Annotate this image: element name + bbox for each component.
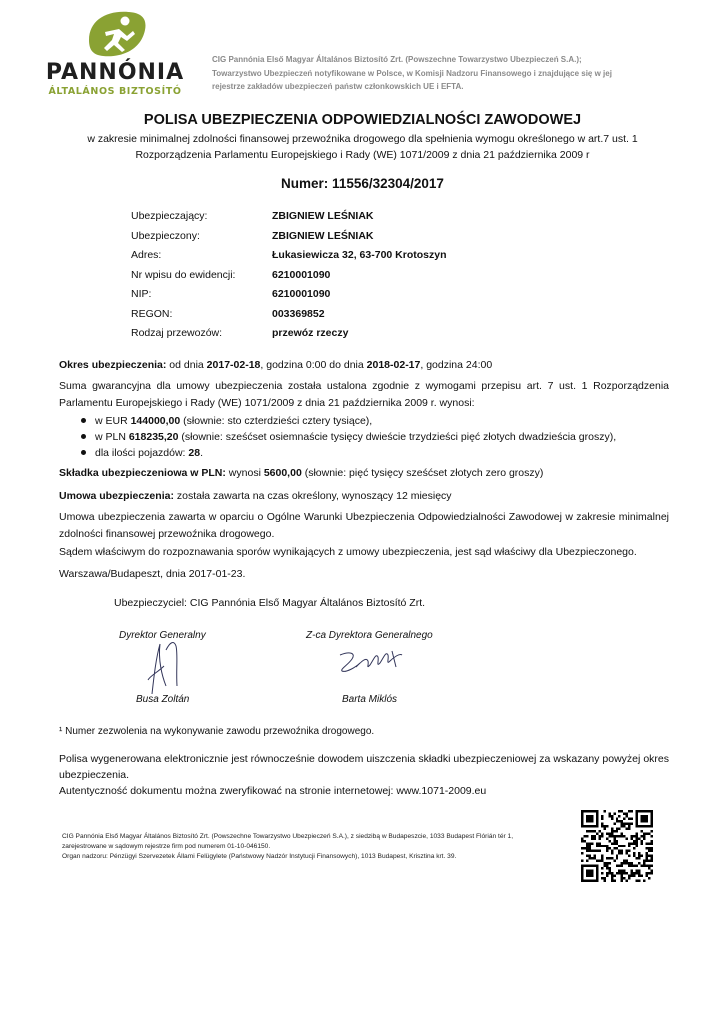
period-label: Okres ubezpieczenia: [59,359,167,371]
conditions-paragraph: Umowa ubezpieczenia zawarta w oparciu o Ogólne Warunki Ubezpieczenia Odpowiedzialności Zawodowej w zakresie minimalnej zdolności finansowej przewoźnika drogowego. [59,511,669,540]
premium-amount: 5600,00 [263,467,302,479]
bullet-amount: 144000,00 [130,415,181,427]
premium-pre: wynosi [225,467,264,479]
info-row-registry-number [131,269,447,289]
electronic-paragraph: Polisa wygenerowana elektronicznie jest równocześnie dowodem uiszczenia składki ubezpieczeniowej za wskazany powyżej okres ubezpieczenia. [59,753,669,781]
info-row-policyholder [131,210,447,230]
info-label: Adres: [131,249,162,261]
bullet-text: w EUR [95,415,131,427]
signature-role-deputy: Z-ca Dyrektora Generalnego [306,630,433,641]
info-label: Rodzaj przewozów: [131,327,223,339]
bullet-amount: 618235,20 [128,431,179,443]
header-line: CIG Pannónia Első Magyar Általános Biztosító Zrt. (Powszechne Towarzystwo Ubezpieczeń S.A.); [212,55,582,64]
bullet-text: (słownie: sześćset osiemnaście tysięcy dwieście trzydzieści pięć złotych dwadzieścia groszy), [178,431,617,443]
info-row-regon [131,308,447,328]
period-to-date: 2018-02-17 [366,359,421,371]
bullet-text: w PLN [95,431,129,443]
bullet-vehicles [59,445,669,461]
sum-paragraph: Suma gwarancyjna dla umowy ubezpieczenia została ustalona zgodnie z wymogami przepisu art. 7 ust. 1 Rozporządzenia Parlamentu Europejskiego i Rady (WE) 1071/2009 z dnia 21 października 2009 r. wynosi: [59,380,669,409]
bullet-text: . [200,447,203,459]
signature-name-deputy: Barta Miklós [342,694,398,705]
info-label: Ubezpieczony: [131,229,200,242]
verify-paragraph: Autentyczność dokumentu można zweryfikować na stronie internetowej: www.1071-2009.eu [59,785,487,797]
logo-leaf-icon [85,10,147,58]
info-value: 003369852 [272,307,325,320]
info-row-transport-type [131,327,447,347]
bullet-text: (słownie: sto czterdzieści cztery tysiące), [180,415,373,427]
info-row-address [131,249,447,269]
policy-info-table [131,210,447,347]
bullet-pln [59,429,669,445]
company-logo [40,10,190,100]
premium-label: Składka ubezpieczeniowa w PLN: [59,467,226,479]
info-value: przewóz rzeczy [272,327,349,339]
info-value: ZBIGNIEW LEŚNIAK [272,229,374,242]
place-date: Warszawa/Budapeszt, dnia 2017-01-23. [59,568,246,580]
info-row-nip [131,288,447,308]
footer-legal [62,832,577,862]
contract-line [59,488,669,505]
footer-line: Organ nadzoru: Pénzügyi Szervezetek Állami Felügylete (Państwowy Nadzór Instytucji Finansowych), 1013 Budapest, Krisztina krt. 39. [62,853,457,860]
contract-text: została zawarta na czas określony, wynoszący 12 miesięcy [173,490,452,502]
info-label: NIP: [131,288,152,300]
court-paragraph: Sądem właściwym do rozpoznawania sporów wynikających z umowy ubezpieczenia, jest sąd właściwy dla Ubezpieczonego. [59,546,637,558]
signature-role-director: Dyrektor Generalny [119,630,206,641]
header-line: Towarzystwo Ubezpieczeń notyfikowane w Polsce, w Komisji Nadzoru Finansowego i znajdujące się w jej [212,68,612,78]
premium-post: (słownie: pięć tysięcy sześćset złotych zero groszy) [301,467,544,479]
info-label: Ubezpieczający: [131,210,208,222]
footnote: ¹ Numer zezwolenia na wykonywanie zawodu przewoźnika drogowego. [59,726,375,737]
bullet-eur [59,413,669,429]
insurer-line: Ubezpieczyciel: CIG Pannónia Első Magyar Általános Biztosító Zrt. [114,597,426,609]
sum-bullets [59,413,669,461]
footer-line: zarejestrowane w sądowym rejestrze firm pod numerem 01-10-046150. [62,843,271,850]
header-company-info [212,53,687,94]
signature-deputy-icon [336,647,406,679]
subtitle-line: Rozporządzenia Parlamentu Europejskiego i Rady (WE) 1071/2009 z dnia 21 października 2009 r [135,149,590,161]
info-value: Łukasiewicza 32, 63-700 Krotoszyn [272,249,447,261]
info-value: 6210001090 [272,288,331,300]
period-from-date: 2017-02-18 [206,359,261,371]
header-line: rejestrze zakładów ubezpieczeń państw członkowskich UE i EFTA. [212,82,464,91]
info-value: ZBIGNIEW LEŚNIAK [272,210,374,222]
info-row-insured [131,230,447,250]
logo-subtitle: ÁLTALÁNOS BIZTOSÍTÓ [48,86,182,97]
bullet-text: dla ilości pojazdów: [95,447,189,459]
document-title: POLISA UBEZPIECZENIA ODPOWIEDZIALNOŚCI ZAWODOWEJ [143,112,582,128]
footer-line: CIG Pannónia Első Magyar Általános Biztosító Zrt. (Powszechne Towarzystwo Ubezpieczeń S.A.), z siedzibą w Budapeszcie, 1033 Budapest Flórián tér 1, [62,833,514,840]
logo-wordmark: PANNÓNIA [45,60,185,85]
info-value: 6210001090 [272,268,331,281]
bullet-amount: 28 [188,447,201,459]
premium-line [59,465,669,482]
period-to-time: , godzina 24:00 [420,359,493,371]
signature-director-icon [140,636,188,698]
subtitle-line: w zakresie minimalnej zdolności finansowej przewoźnika drogowego dla spełnienia wymogu określonego w art.7 ust. 1 [87,133,638,145]
period-from-text: od dnia [166,359,207,371]
document-subtitle [40,131,685,163]
info-label: Nr wpisu do ewidencji: [131,268,236,281]
qr-code-icon [581,810,653,882]
period-from-time: , godzina 0:00 do dnia [260,359,367,371]
info-label: REGON: [131,307,173,320]
signature-name-director: Busa Zoltán [136,694,190,705]
contract-label: Umowa ubezpieczenia: [59,490,174,502]
policy-number: Numer: 11556/32304/2017 [281,176,444,191]
insurance-period [59,357,669,374]
